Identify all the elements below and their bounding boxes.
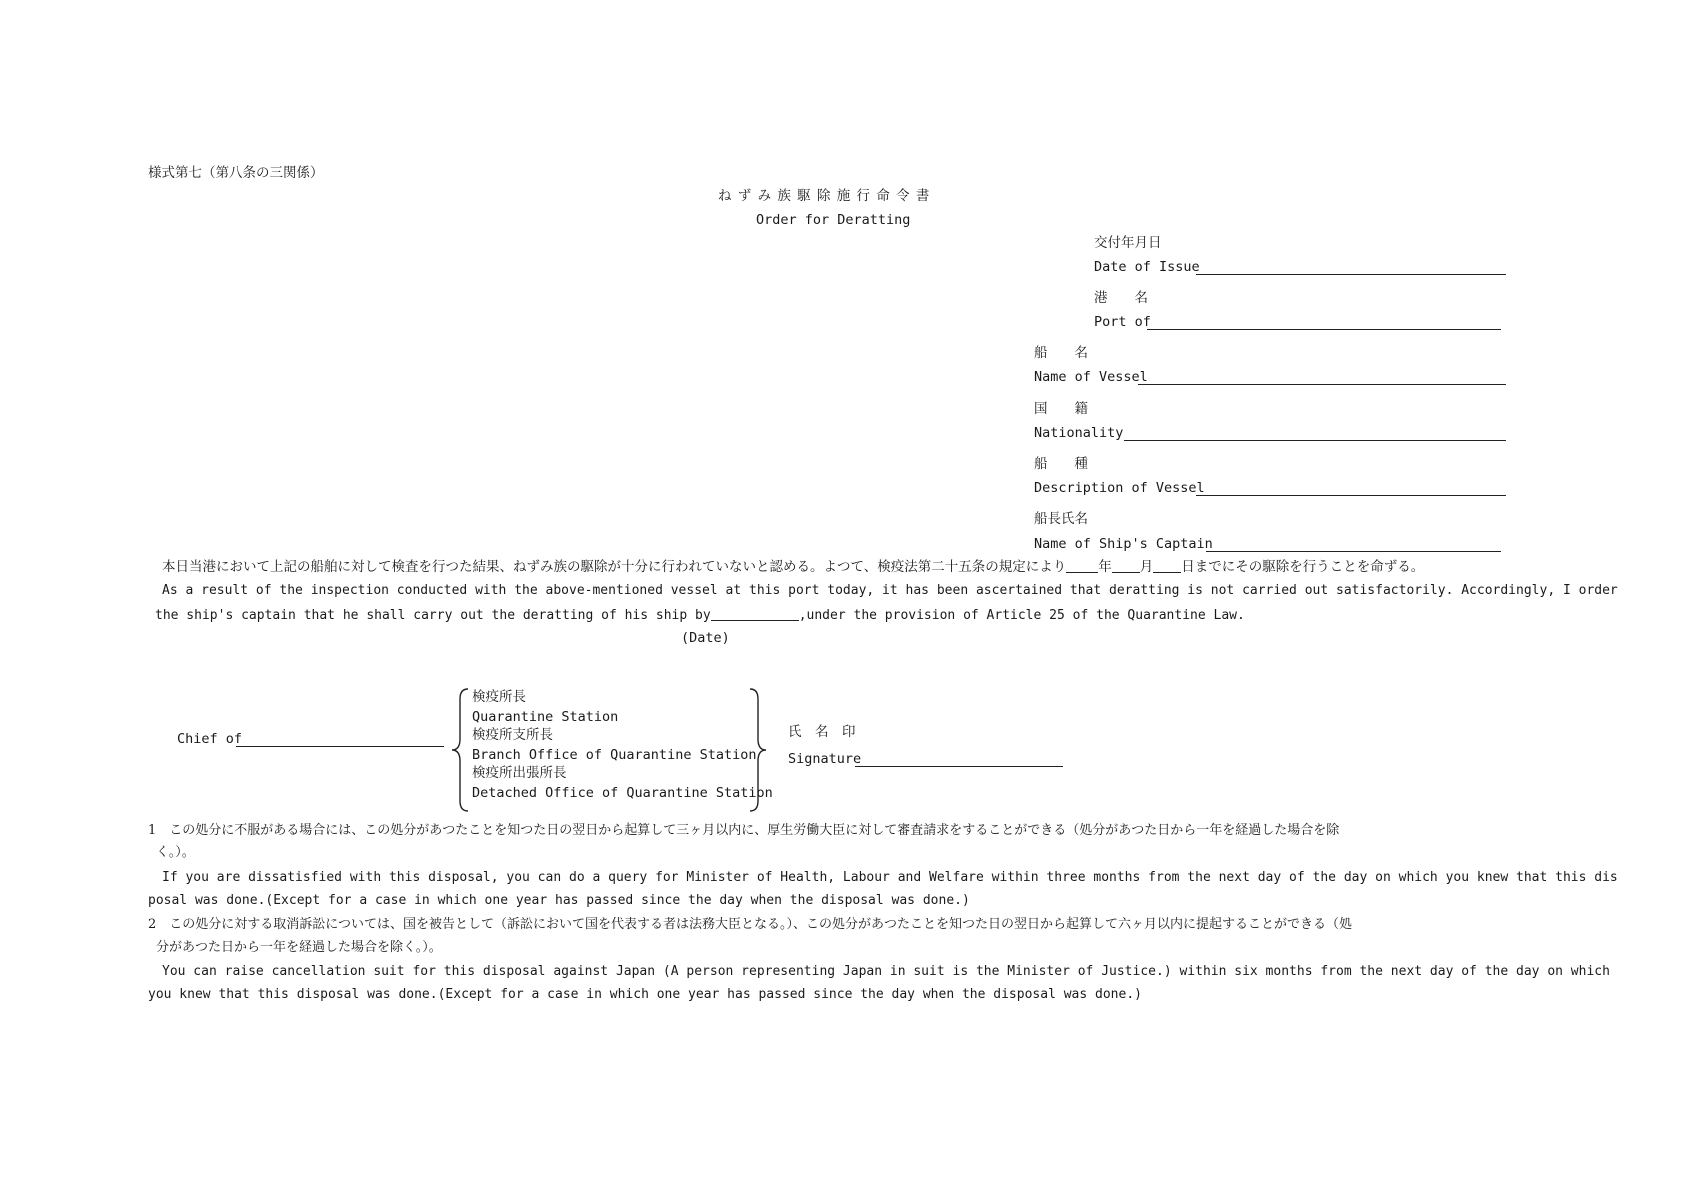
order-en-line2-after: ,under the provision of Article 25 of the Quarantine Law. (798, 608, 1245, 623)
order-month-label: 月 (1139, 559, 1154, 575)
document-page (148, 163, 1618, 1005)
order-month-field[interactable] (1112, 558, 1140, 573)
title-en: Order for Deratting (756, 212, 911, 228)
note2-en-line2: you knew that this disposal was done.(Except for a case in which one year has passed since the day when the disposal was done.) (148, 987, 1142, 1002)
note2-ja-line1: 2 この処分に対する取消訴訟については、国を被告として（訴訟において国を代表する者は法務大臣となる。）、この処分があつたことを知つた日の翌日から起算して六ヶ月以内に提起することができる（処 (148, 917, 1353, 932)
date-of-issue-label-en: Date of Issue (1094, 259, 1200, 275)
vessel-name-label-ja: 船 名 (1034, 345, 1088, 361)
note2-ja-line2: 分があつた日から一年を経過した場合を除く。）。 (156, 940, 442, 955)
order-ja-after: 日までにその駆除を行うことを命ずる。 (1181, 559, 1425, 575)
port-label-en: Port of (1094, 314, 1151, 330)
office-ja-1: 検疫所長 (472, 689, 526, 705)
vessel-type-label-ja: 船 種 (1034, 456, 1088, 472)
nationality-field[interactable] (1124, 440, 1506, 441)
nationality-label-en: Nationality (1034, 425, 1124, 441)
note2-en-line1: You can raise cancellation suit for this disposal against Japan (A person representing Japan in suit is the Minister of Justice.) within six months from the next day of the day on which (162, 964, 1610, 979)
note1-ja-line1: 1 この処分に不服がある場合には、この処分があつたことを知つた日の翌日から起算して三ヶ月以内に、厚生労働大臣に対して審査請求をすることができる（処分があつた日から一年を経過した場合を除 (148, 823, 1340, 838)
right-brace (748, 687, 768, 813)
note1-en-line1: If you are dissatisfied with this disposal, you can do a query for Minister of Health, Labour and Welfare within three months from the next day of the day on which you knew that this dis (162, 870, 1618, 885)
order-en-line2 (155, 606, 1245, 625)
port-field[interactable] (1147, 329, 1501, 330)
date-of-issue-label-ja: 交付年月日 (1094, 235, 1162, 251)
order-en-line2-before: the ship's captain that he shall carry out the deratting of his ship by (155, 608, 711, 623)
office-en-1: Quarantine Station (472, 709, 619, 725)
order-en-line1: As a result of the inspection conducted with the above-mentioned vessel at this port today, it has been ascertained that deratting is not carried out satisfactorily. Accordingly, I order (162, 583, 1618, 598)
title-ja: ね ず み 族 駆 除 施 行 命 令 書 (718, 188, 931, 204)
office-ja-3: 検疫所出張所長 (472, 765, 567, 781)
office-en-3: Detached Office of Quarantine Station (472, 785, 773, 801)
order-year-label: 年 (1098, 559, 1112, 575)
order-text-ja (162, 558, 1424, 576)
date-of-issue-field[interactable] (1196, 274, 1506, 275)
order-ja-before: 本日当港において上記の船舶に対して検査を行つた結果、ねずみ族の駆除が十分に行われていないと認める。よつて、検疫法第二十五条の規定により (162, 559, 1067, 575)
order-date-field[interactable] (711, 606, 799, 621)
captain-label-ja: 船長氏名 (1034, 511, 1088, 527)
name-seal-label: 氏 名 印 (788, 724, 856, 740)
form-label: 様式第七（第八条の三関係） (148, 165, 324, 181)
signature-label: Signature (788, 751, 862, 767)
vessel-name-label-en: Name of Vessel (1034, 369, 1148, 385)
nationality-label-ja: 国 籍 (1034, 401, 1088, 417)
office-en-2: Branch Office of Quarantine Station (472, 747, 757, 763)
note1-ja-line2: く。）。 (156, 845, 195, 860)
vessel-name-field[interactable] (1138, 384, 1506, 385)
office-ja-2: 検疫所支所長 (472, 727, 553, 743)
left-brace (450, 687, 470, 813)
order-year-field[interactable] (1066, 558, 1098, 573)
signature-field[interactable] (855, 766, 1063, 767)
captain-label-en: Name of Ship's Captain (1034, 536, 1213, 552)
note1-en-line2: posal was done.(Except for a case in which one year has passed since the day when the disposal was done.) (148, 893, 970, 908)
vessel-type-field[interactable] (1196, 495, 1506, 496)
captain-field[interactable] (1206, 551, 1501, 552)
vessel-type-label-en: Description of Vessel (1034, 480, 1205, 496)
chief-of-label: Chief of (177, 731, 243, 747)
chief-of-field[interactable] (236, 746, 444, 747)
order-date-label: (Date) (681, 630, 730, 646)
order-day-field[interactable] (1153, 558, 1181, 573)
port-label-ja: 港 名 (1094, 290, 1148, 306)
